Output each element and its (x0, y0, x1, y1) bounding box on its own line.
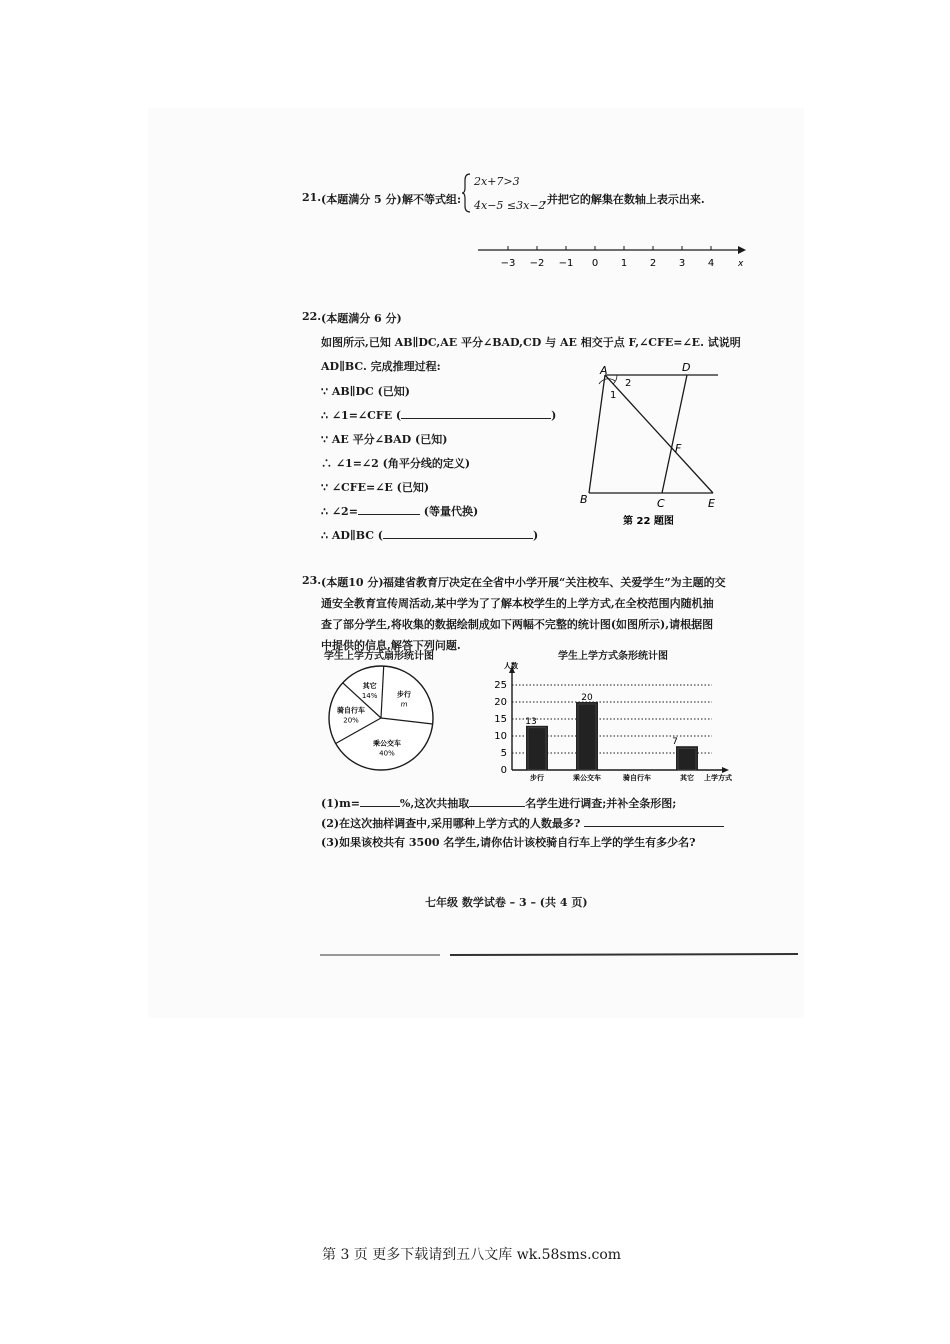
count-answer-blank[interactable] (469, 795, 525, 807)
number-line-variable: x (738, 259, 744, 269)
bar-y-tick-label: 5 (500, 748, 507, 759)
bar-y-label: 人数 (504, 662, 518, 670)
bar-y-tick-label: 0 (500, 765, 507, 776)
q23-sub1-a: (1)m= (321, 797, 360, 810)
q23-para-line1: 福建省教育厅决定在全省中小学开展“关注校车、关爱学生”为主题的交 (383, 576, 726, 589)
q22-figure-caption: 第 22 题图 (623, 516, 674, 527)
q22-intro-line1: 如图所示,已知 AB∥DC,AE 平分∠BAD,CD 与 AE 相交于点 F,∠CFE=∠E. 试说明 (321, 336, 741, 349)
q21-prompt: 解不等式组: (402, 193, 462, 206)
bar-x-label: 上学方式 (704, 774, 732, 782)
bar-y-tick-label: 20 (494, 697, 507, 708)
point-a-label: A (600, 364, 608, 377)
q22-step (321, 455, 470, 471)
q23-para-line2: 通安全教育宣传周活动,某中学为了了解本校学生的上学方式,在全校范围内随机抽 (321, 597, 714, 610)
pie-chart-title: 学生上学方式扇形统计图 (324, 651, 434, 662)
q21-inequality-2: 4x−5 ≤3x−2 (474, 199, 546, 212)
point-c-label: C (657, 497, 665, 510)
q22-number: 22. (302, 310, 322, 323)
q21-tail: ,并把它的解集在数轴上表示出来. (543, 193, 705, 206)
number-line-tick-label: 4 (707, 258, 715, 269)
q22-step-suffix: ) (533, 529, 539, 542)
q22-reason-blank[interactable] (358, 503, 420, 515)
point-e-label: E (708, 497, 715, 510)
pie-slice-value: 20% (343, 716, 359, 725)
bar-x-arrow (722, 767, 729, 773)
number-line-arrow (738, 246, 746, 254)
bar (526, 726, 548, 770)
q22-step (321, 503, 478, 519)
q22-step-statement: ∵ AE 平分∠BAD (已知) (321, 433, 448, 446)
number-line-tick-label: 0 (591, 258, 599, 269)
q22-step-statement: ∴ ∠1=∠CFE ( (321, 409, 402, 422)
q23-sub2 (321, 815, 724, 831)
q23-sub1-c: 名学生进行调查;并补全条形图; (525, 797, 677, 810)
q22-step (321, 407, 556, 422)
q22-reason-blank[interactable] (383, 527, 533, 539)
number-line-tick-label: −2 (529, 258, 545, 269)
q21-inequality-1: 2x+7>3 (474, 175, 520, 188)
angle-2-label: 2 (625, 378, 632, 389)
q23-para-line4: 中提供的信息,解答下列问题. (321, 639, 461, 652)
q22-step (321, 479, 429, 495)
number-line (470, 236, 750, 272)
q23-sub2-text: (2)在这次抽样调查中,采用哪种上学方式的人数最多? (321, 817, 581, 830)
q22-step-statement: ∴ ∠1=∠2 (角平分线的定义) (321, 457, 471, 470)
angle-1-label: 1 (610, 390, 617, 401)
number-line-tick-label: −1 (558, 258, 574, 269)
q22-step-statement: ∴ ∠2= (321, 505, 358, 518)
pie-slice-label: 乘公交车 (372, 739, 401, 748)
bar-chart (490, 660, 740, 785)
point-d-label: D (682, 361, 691, 374)
pie-slice-value: 40% (379, 749, 395, 758)
point-f-label: F (675, 442, 682, 455)
point-b-label: B (580, 493, 588, 506)
number-line-tick-label: 1 (620, 258, 628, 269)
q23-sub1 (321, 795, 676, 811)
pie-slice-label: 其它 (362, 682, 377, 691)
q22-score: (本题满分 6 分) (321, 312, 402, 325)
pie-slice-label: 步行 (397, 690, 412, 699)
bar-data-label: 13 (525, 716, 537, 727)
scan-edge-line (320, 950, 800, 960)
q22-figure (575, 360, 745, 530)
q23-sub3: (3)如果该校共有 3500 名学生,请你估计该校骑自行车上学的学生有多少名? (321, 836, 696, 849)
number-line-tick-label: 2 (649, 258, 657, 269)
q22-step-statement: ∴ AD∥BC ( (321, 529, 384, 542)
q22-step (321, 383, 410, 399)
bar-y-tick-label: 25 (494, 680, 507, 691)
bar-category-label: 乘公交车 (573, 774, 601, 782)
q22-step (321, 431, 447, 447)
q23-para-line3: 查了部分学生,将收集的数据绘制成如下两幅不完整的统计图(如图所示),请根据图 (321, 618, 714, 631)
bar-category-label: 其它 (680, 774, 694, 782)
system-brace (462, 172, 472, 214)
q21-score: (本题满分 5 分) (321, 193, 402, 206)
q22-step-suffix: (等量代换) (419, 505, 479, 518)
download-note: 第 3 页 更多下载请到五八文库 wk.58sms.com (322, 1247, 622, 1263)
q22-step (321, 527, 538, 542)
q22-intro-line2: AD∥BC. 完成推理过程: (321, 360, 441, 373)
bar-category-label: 步行 (530, 774, 544, 782)
bar-y-tick-label: 10 (494, 731, 507, 742)
q22-step-suffix: ) (551, 409, 557, 422)
q21-number: 21. (302, 191, 322, 204)
bar-y-tick-label: 15 (494, 714, 507, 725)
q23-number: 23. (302, 574, 322, 587)
bar-category-label: 骑自行车 (623, 774, 651, 782)
q22-step-statement: ∵ ∠CFE=∠E (已知) (321, 481, 430, 494)
pie-chart (325, 662, 437, 774)
q23-score: (本题10 分) (321, 576, 384, 589)
bar (576, 702, 598, 770)
q22-step-statement: ∵ AB∥DC (已知) (321, 385, 411, 398)
m-answer-blank[interactable] (360, 795, 400, 807)
q22-reason-blank[interactable] (401, 407, 551, 419)
bar-chart-title: 学生上学方式条形统计图 (558, 651, 668, 662)
bar-data-label: 7 (672, 737, 678, 748)
bar (676, 746, 698, 770)
number-line-tick-label: −3 (500, 258, 516, 269)
number-line-tick-label: 3 (678, 258, 686, 269)
pie-slice-value: 14% (361, 692, 378, 701)
q23-sub1-b: %,这次共抽取 (399, 797, 470, 810)
pie-slice-value: m (400, 700, 408, 709)
pie-slice-label: 骑自行车 (337, 706, 366, 715)
bar-data-label: 20 (581, 693, 593, 703)
page-footer: 七年级 数学试卷 – 3 – (共 4 页) (425, 896, 588, 909)
mode-answer-blank[interactable] (584, 815, 724, 827)
